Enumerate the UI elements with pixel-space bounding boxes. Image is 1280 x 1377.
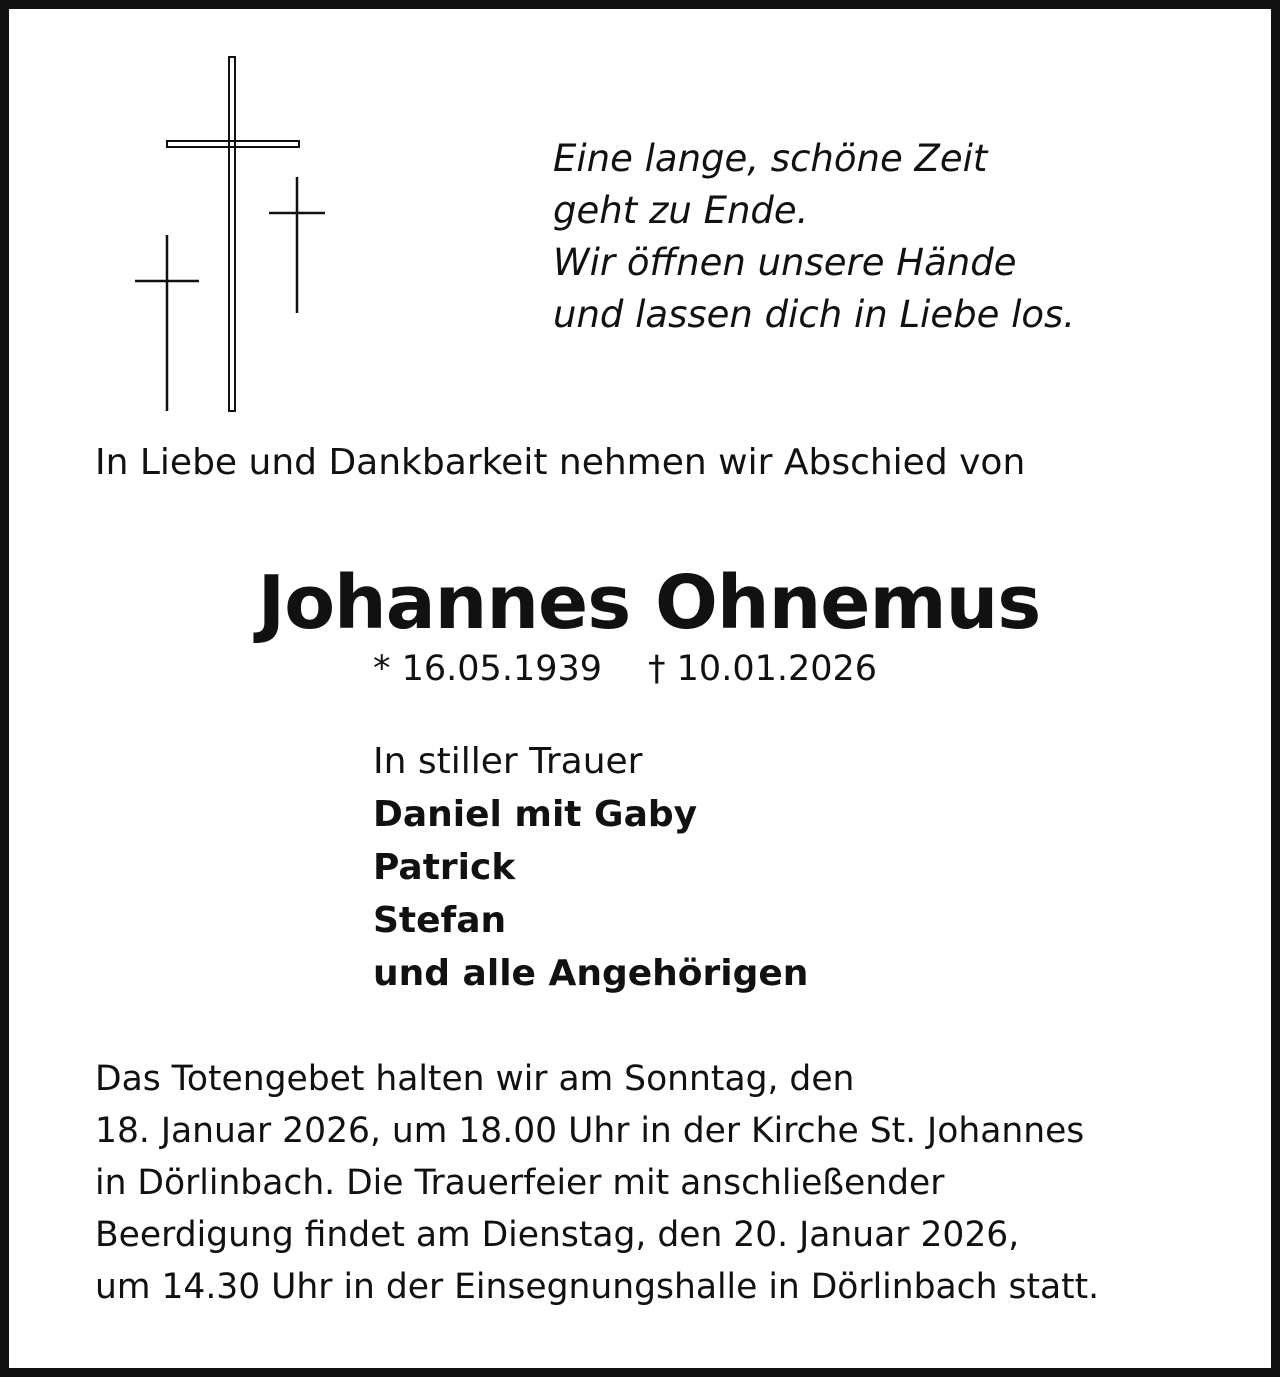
mourners-lead: In stiller Trauer [373, 741, 643, 782]
death-date: † 10.01.2026 [648, 649, 878, 689]
mourner-name: Daniel mit Gaby [373, 794, 698, 835]
service-line: in Dörlinbach. Die Trauerfeier mit anschließender [95, 1163, 945, 1203]
poem-line: geht zu Ende. [553, 189, 809, 232]
life-dates [373, 645, 877, 693]
mourner-name: Stefan [373, 900, 507, 941]
intro-text: In Liebe und Dankbarkeit nehmen wir Abschied von [95, 442, 1026, 483]
poem-line: und lassen dich in Liebe los. [553, 293, 1076, 336]
birth-date: * 16.05.1939 [373, 649, 603, 689]
poem-line: Eine lange, schöne Zeit [553, 137, 988, 180]
service-line: Das Totengebet halten wir am Sonntag, den [95, 1059, 855, 1099]
mourners-block [373, 735, 1173, 1000]
service-details [95, 1053, 1235, 1313]
service-line: Beerdigung findet am Dienstag, den 20. Januar 2026, [95, 1215, 1020, 1255]
deceased-name: Johannes Ohnemus [257, 560, 1041, 646]
service-line: um 14.30 Uhr in der Einsegnungshalle in Dörlinbach statt. [95, 1267, 1100, 1307]
mourner-name: und alle Angehörigen [373, 953, 809, 994]
poem [553, 133, 1193, 341]
service-line: 18. Januar 2026, um 18.00 Uhr in der Kirche St. Johannes [95, 1111, 1085, 1151]
three-crosses-icon [119, 49, 349, 419]
mourner-name: Patrick [373, 847, 516, 888]
poem-line: Wir öffnen unsere Hände [553, 241, 1017, 284]
